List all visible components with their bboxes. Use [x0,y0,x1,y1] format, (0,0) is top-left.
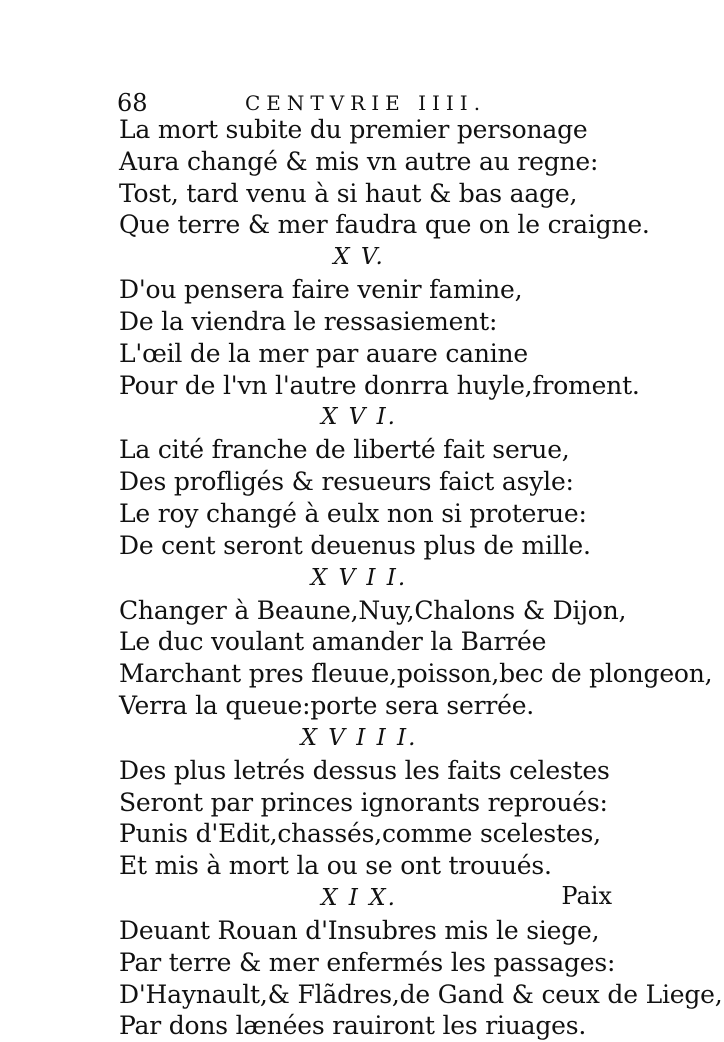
verse-line: D'Haynault,& Flãdres,de Gand & ceux de Liege, [119,979,723,1009]
verse-line: Par terre & mer enfermés les passages: [119,947,616,977]
verse-line: Changer à Beaune,Nuy,Chalons & Dijon, [119,595,627,625]
verse-line: Le duc voulant amander la Barrée [119,627,547,657]
quatrain-numeral: X V. [333,244,385,271]
verse-line: La cité franche de liberté fait serue, [119,435,570,465]
verse-line: D'ou pensera faire venir famine, [119,275,523,305]
verse-line: Aura changé & mis vn autre au regne: [119,146,599,176]
verse-line: Que terre & mer faudra que on le craigne. [119,210,650,240]
verse-line: Tost, tard venu à si haut & bas aage, [119,178,578,208]
verse-line: De cent seront deuenus plus de mille. [119,530,591,560]
verse-line: De la viendra le ressasiement: [119,306,498,336]
verse-line: Deuant Rouan d'Insubres mis le siege, [119,915,600,945]
verse-line: Punis d'Edit,chassés,comme scelestes, [119,819,601,849]
quatrain-numeral: X V I I. [310,564,408,591]
verse-line: Marchant pres fleuue,poisson,bec de plongeon, [119,659,713,689]
page-number: 68 [117,89,148,117]
verse-line: Le roy changé à eulx non si proterue: [119,498,587,528]
quatrain-numeral: X V I. [320,404,397,431]
catchword: Paix [561,882,612,910]
verse-line: Par dons lænées rauiront les riuages. [119,1011,587,1041]
running-head: CENTVRIE IIII. [245,91,487,115]
verse-line: Et mis à mort la ou se ont trouués. [119,851,552,881]
verse-line: L'œil de la mer par auare canine [119,338,529,368]
quatrain-16 [119,401,639,561]
quatrain-numeral: X I X. [321,884,397,911]
quatrain-18 [119,722,639,882]
opening-stanza [119,114,650,241]
verse-line: Verra la queue:porte sera serrée. [119,690,535,720]
quatrain-15 [119,241,639,401]
quatrain-numeral: X V I I I. [300,724,418,751]
verse-line: Des profligés & resueurs faict asyle: [119,467,574,497]
verse-line: Seront par princes ignorants reproués: [119,787,608,817]
quatrain-17 [119,562,713,722]
verse-line: Pour de l'vn l'autre donrra huyle,froment. [119,370,640,400]
verse-line: La mort subite du premier personage [119,115,588,144]
verse-line: Des plus letrés dessus les faits celestes [119,755,610,785]
